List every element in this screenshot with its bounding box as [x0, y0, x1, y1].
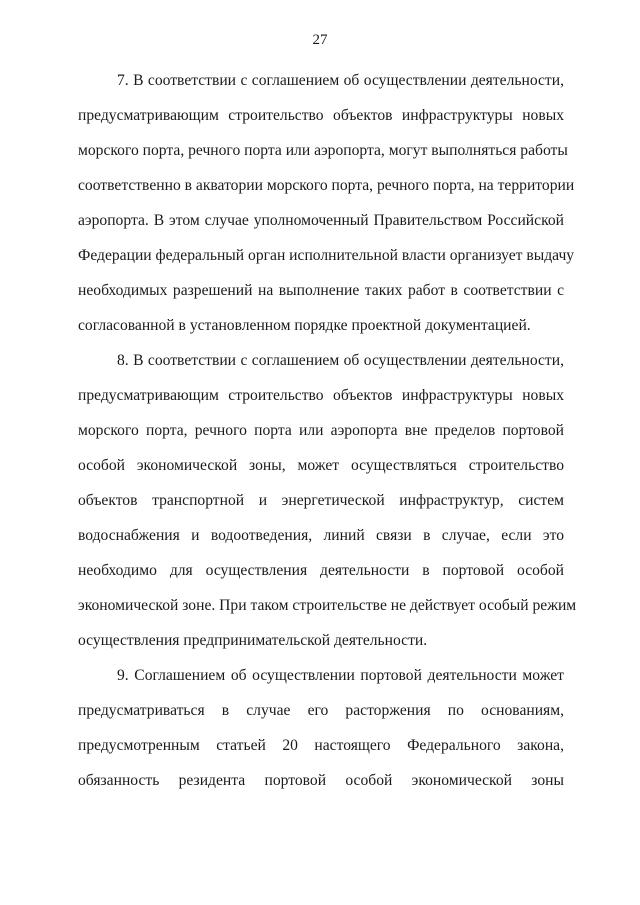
- paragraph-7-line: согласованной в установленном порядке проектной документацией.: [78, 317, 531, 334]
- paragraph-8-line: 8. В соответствии с соглашением об осуществлении деятельности,: [117, 352, 564, 369]
- paragraph-7-line: морского порта, речного порта или аэропорта, могут выполняться работы: [78, 142, 568, 159]
- paragraph-9-line: предусматриваться в случае его расторжения по основаниям,: [78, 702, 564, 719]
- paragraph-8-line: особой экономической зоны, может осуществляться строительство: [78, 457, 564, 474]
- paragraph-9-line: 9. Соглашением об осуществлении портовой деятельности может: [117, 667, 564, 684]
- paragraph-7-line: 7. В соответствии с соглашением об осуществлении деятельности,: [117, 72, 564, 89]
- paragraph-8-line: предусматривающим строительство объектов инфраструктуры новых: [78, 387, 564, 404]
- paragraph-8-line: морского порта, речного порта или аэропорта вне пределов портовой: [78, 422, 564, 439]
- paragraph-9-line: обязанность резидента портовой особой экономической зоны: [78, 772, 564, 789]
- paragraph-8-line: водоснабжения и водоотведения, линий связи в случае, если это: [78, 527, 564, 544]
- paragraph-8-line: экономической зоне. При таком строительстве не действует особый режим: [78, 597, 577, 614]
- paragraph-7-line: Федерации федеральный орган исполнительной власти организует выдачу: [78, 247, 575, 264]
- paragraph-8-line: необходимо для осуществления деятельности в портовой особой: [78, 562, 564, 579]
- paragraph-8-line: осуществления предпринимательской деятельности.: [78, 632, 428, 649]
- paragraph-9-line: предусмотренным статьей 20 настоящего Федерального закона,: [78, 737, 564, 754]
- paragraph-7-line: необходимых разрешений на выполнение таких работ в соответствии с: [78, 282, 564, 299]
- paragraph-7-line: аэропорта. В этом случае уполномоченный Правительством Российской: [78, 212, 564, 229]
- page-number: 27: [312, 32, 328, 48]
- paragraph-7-line: соответственно в акватории морского порта, речного порта, на территории: [78, 177, 575, 194]
- paragraph-8-line: объектов транспортной и энергетической инфраструктур, систем: [78, 492, 564, 509]
- paragraph-7-line: предусматривающим строительство объектов инфраструктуры новых: [78, 107, 564, 124]
